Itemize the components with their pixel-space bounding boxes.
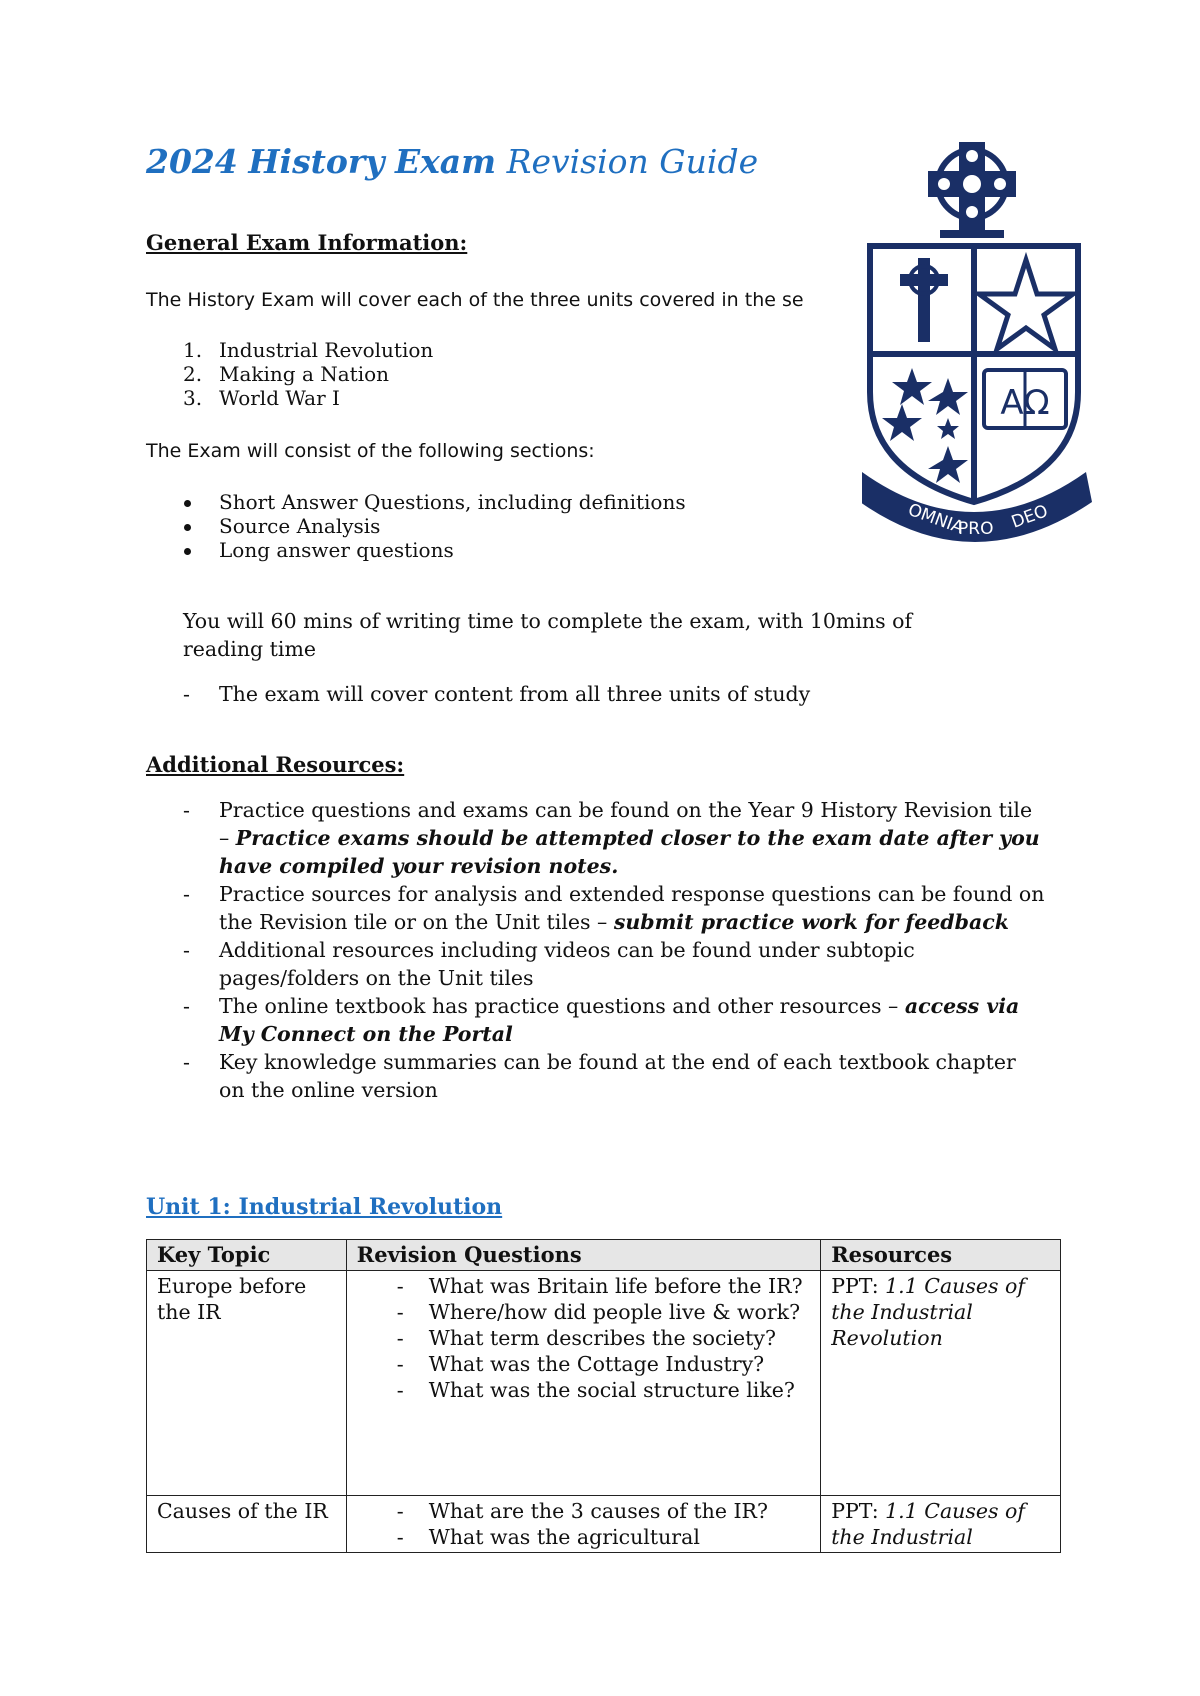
list-item: - What was the Cottage Industry? (396, 1352, 765, 1376)
list-item: - Practice questions and exams can be found on the Year 9 History Revision tile – Practice exams should be attempted closer to the exam date after you have compiled your revision notes. (183, 798, 1040, 878)
unit1-heading[interactable]: Unit 1: Industrial Revolution (146, 1194, 503, 1220)
list-item: Source Analysis (146, 514, 846, 538)
list-item: 3. World War I (183, 386, 340, 410)
list-item: - Practice sources for analysis and extended response questions can be found on the Revision tile or on the Unit tiles – submit practice work for feedback (183, 882, 1045, 934)
topic-cell: Causes of the IR (147, 1496, 347, 1553)
svg-text:DEO: DEO (1008, 501, 1051, 533)
svg-text:OMNIA: OMNIA (905, 499, 967, 539)
title-exam: Exam (394, 142, 497, 181)
list-item: Short Answer Questions, including definitions (146, 490, 846, 514)
resources-cell: PPT: 1.1 Causes of the Industrial (821, 1496, 1061, 1553)
revision-table (146, 1239, 1061, 1553)
questions-cell (346, 1271, 820, 1496)
list-item: 1. Industrial Revolution (183, 338, 434, 362)
table-header-row (147, 1240, 1061, 1271)
general-heading: General Exam Information: (146, 230, 468, 255)
list-item: - The online textbook has practice questions and other resources – access via My Connect on the Portal (183, 994, 1020, 1046)
resources-heading: Additional Resources: (146, 752, 405, 777)
table-row (147, 1496, 1061, 1553)
sections-list (146, 490, 846, 562)
column-header: Resources (821, 1240, 1061, 1271)
topic-cell: Europe before the IR (147, 1271, 347, 1496)
units-list (146, 338, 846, 410)
resources-list (146, 796, 1046, 1104)
list-item: - Where/how did people live & work? (396, 1300, 801, 1324)
time-line-2: reading time (183, 637, 317, 661)
time-line-1: You will 60 mins of writing time to complete the exam, with 10mins of (183, 609, 913, 633)
resources-cell: PPT: 1.1 Causes of the Industrial Revolution (821, 1271, 1061, 1496)
list-item: - Key knowledge summaries can be found at the end of each textbook chapter on the online version (183, 1050, 1016, 1102)
questions-cell (346, 1496, 820, 1553)
list-item: - Additional resources including videos can be found under subtopic pages/folders on the Unit tiles (183, 938, 915, 990)
title-rest: Revision Guide (506, 142, 759, 181)
sections-intro: The Exam will consist of the following sections: (146, 440, 595, 462)
list-item: - What was Britain life before the IR? (396, 1274, 803, 1298)
title-history: History (248, 142, 385, 181)
time-info (183, 607, 1033, 663)
general-intro: The History Exam will cover each of the three units covered in the se (146, 289, 804, 311)
list-item: Long answer questions (146, 538, 846, 562)
svg-text:PRO: PRO (958, 519, 994, 539)
list-item: - What was the agricultural (396, 1525, 700, 1549)
table-row (147, 1271, 1061, 1496)
title-year: 2024 (146, 142, 238, 181)
cover-note: - The exam will cover content from all three units of study (183, 682, 811, 706)
column-header: Revision Questions (346, 1240, 820, 1271)
column-header: Key Topic (147, 1240, 347, 1271)
list-item: - What was the social structure like? (396, 1378, 795, 1402)
list-item: - What are the 3 causes of the IR? (396, 1499, 768, 1523)
page-title (146, 142, 758, 181)
list-item: 2. Making a Nation (183, 362, 390, 386)
svg-text:AΩ: AΩ (1000, 383, 1050, 423)
list-item: - What term describes the society? (396, 1326, 776, 1350)
school-crest-logo (862, 142, 1092, 542)
